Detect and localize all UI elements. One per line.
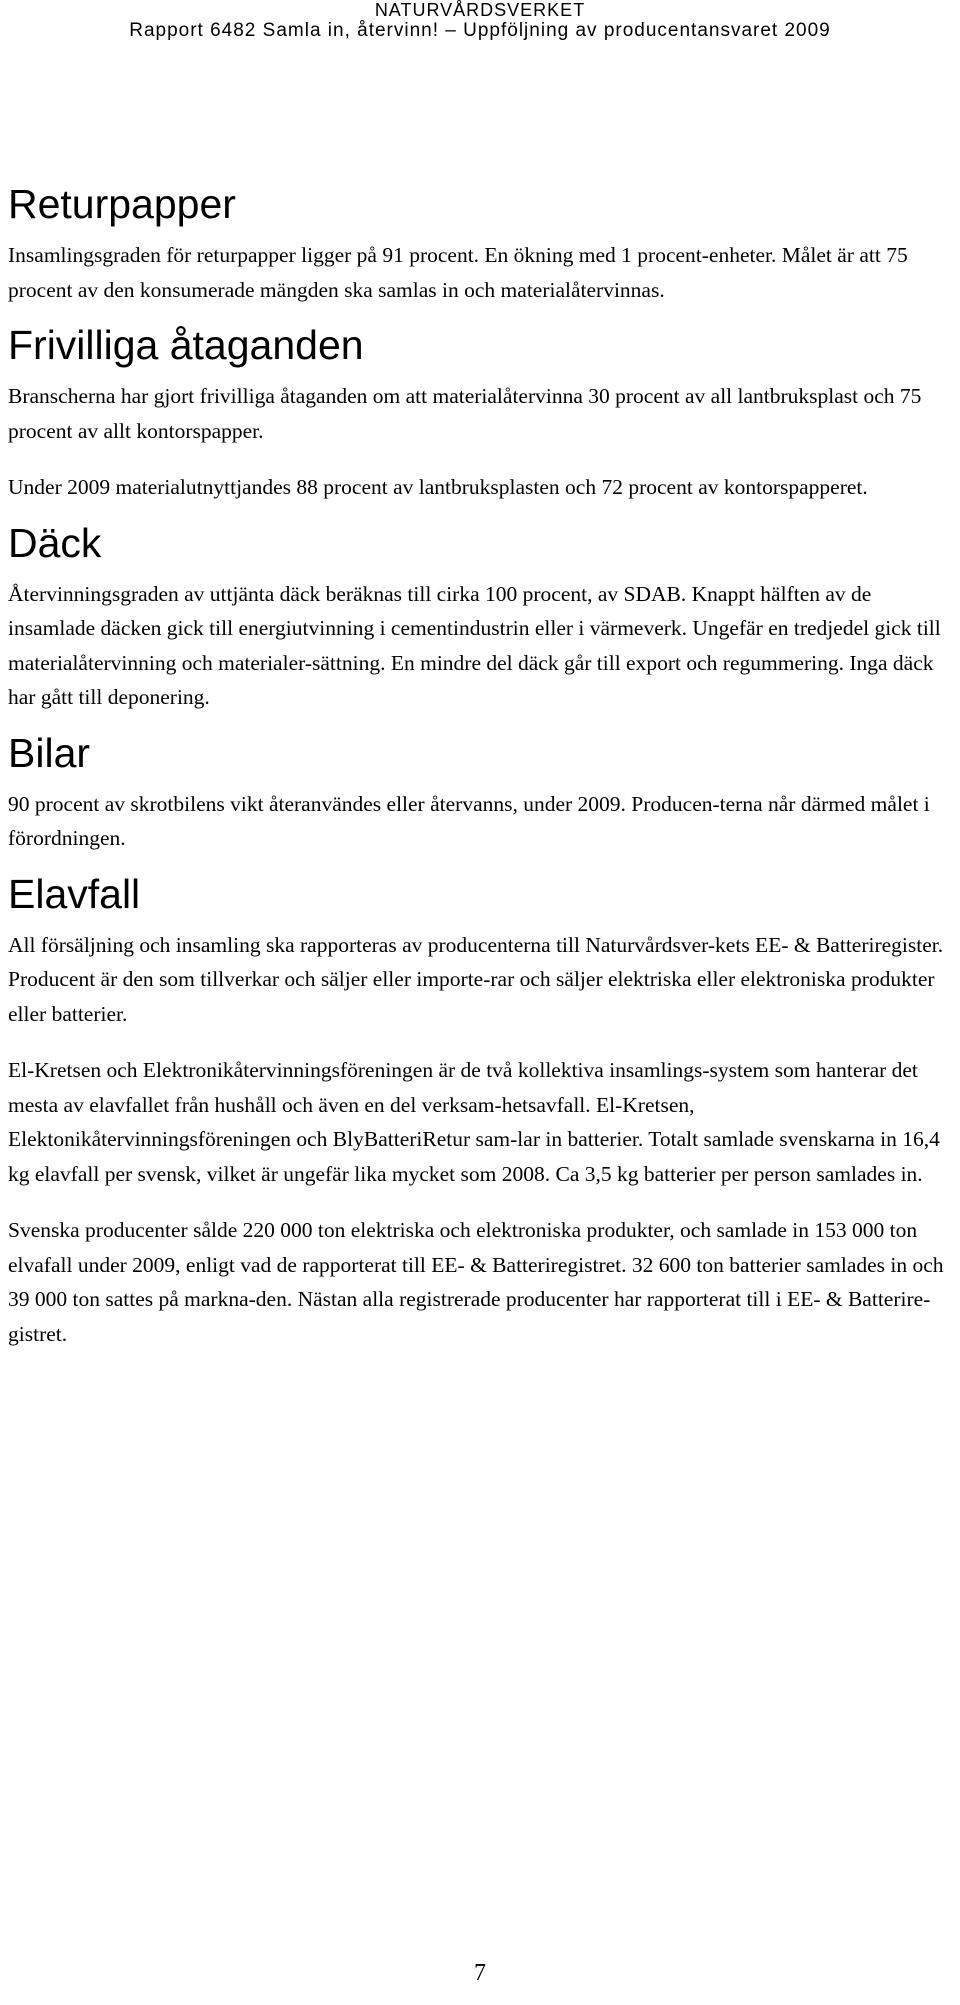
header-report-title: Rapport 6482 Samla in, återvinn! – Uppföljning av producentansvaret 2009 xyxy=(129,20,831,41)
section-heading: Frivilliga åtaganden xyxy=(8,322,364,368)
section-dack xyxy=(8,519,948,715)
paragraph: Insamlingsgraden för returpapper ligger på 91 procent. En ökning med 1 procent-enheter. Målet är att 75 procent av den konsumerade mängden ska samlas in och materialåtervinnas. xyxy=(8,243,908,302)
paragraph: Återvinningsgraden av uttjänta däck beräknas till cirka 100 procent, av SDAB. Knappt hälften av de insamlade däcken gick till energiutvinning i cementindustrin eller i värmeverk. Ungefär en tredjedel gick till materialåtervinning och materialer-sättning. En mindre del däck går till export och regummering. Inga däck har gått till deponering. xyxy=(8,581,941,709)
paragraph: 90 procent av skrotbilens vikt återanvändes eller återvanns, under 2009. Producen-terna når därmed målet i förordningen. xyxy=(8,791,930,850)
section-frivilliga-ataganden xyxy=(8,321,948,505)
section-elavfall xyxy=(8,870,948,1352)
paragraph: Under 2009 materialutnyttjandes 88 procent av lantbruksplasten och 72 procent av kontorspapperet. xyxy=(8,475,868,499)
section-heading: Däck xyxy=(8,519,102,566)
section-bilar xyxy=(8,729,948,856)
section-heading: Bilar xyxy=(8,729,91,776)
paragraph: Svenska producenter sålde 220 000 ton elektriska och elektroniska produkter, och samlade in 153 000 ton elvafall under 2009, enligt vad de rapporterat till EE- & Batteriregistret. 32 600 ton batterier samlades in och 39 000 ton sattes på markna-den. Nästan alla registrerade producenter har rapporterat till i EE- & Batterire-gistret. xyxy=(8,1218,944,1346)
section-returpapper xyxy=(8,180,948,307)
section-heading: Returpapper xyxy=(8,181,236,227)
section-heading: Elavfall xyxy=(8,870,141,917)
paragraph: Branscherna har gjort frivilliga åtaganden om att materialåtervinna 30 procent av all lantbruksplast och 75 procent av allt kontorspapper. xyxy=(8,384,922,443)
document-body xyxy=(8,180,948,1365)
paragraph: All försäljning och insamling ska rapporteras av producenterna till Naturvårdsver-kets EE- & Batteriregister. Producent är den som tillverkar och säljer eller importe-rar och säljer elektriska eller elektroniska produkter eller batterier. xyxy=(8,932,944,1026)
page-header xyxy=(0,0,960,42)
paragraph: El-Kretsen och Elektronikåtervinningsföreningen är de två kollektiva insamlings-system som hanterar det mesta av elavfallet från hushåll och även en del verksam-hetsavfall. El-Kretsen, Elektonikåtervinningsföreningen och BlyBatteriRetur sam-lar in batterier. Totalt samlade svenskarna in 16,4 kg elavfall per svensk, vilket är ungefär lika mycket som 2008. Ca 3,5 kg batterier per person samlades in. xyxy=(8,1058,940,1186)
header-organization: NATURVÅRDSVERKET xyxy=(374,0,586,20)
page-number: 7 xyxy=(474,1960,486,1986)
